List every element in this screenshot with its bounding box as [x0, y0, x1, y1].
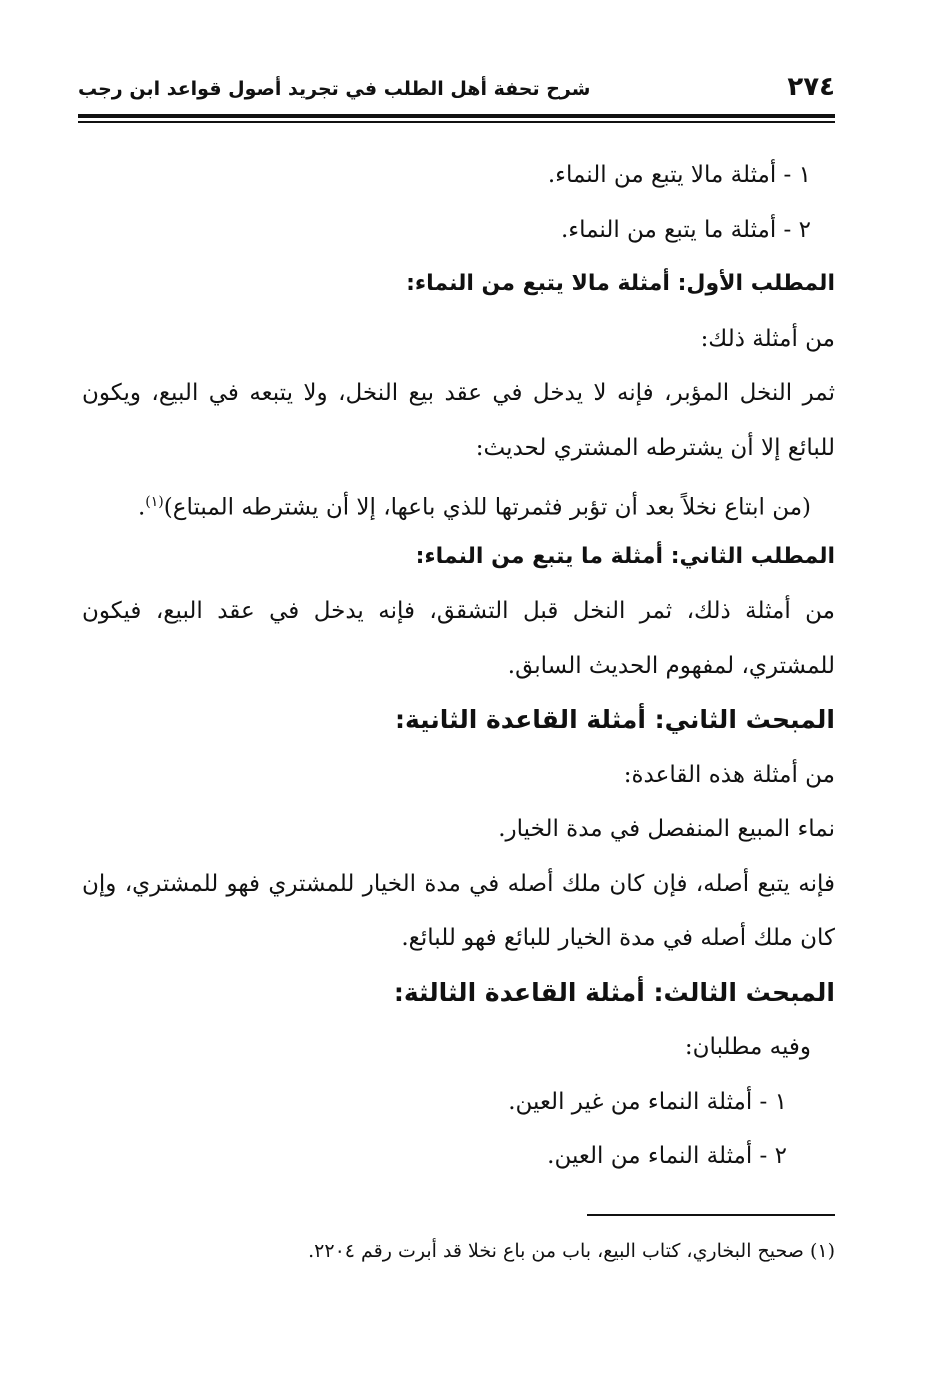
quote-period: .: [137, 494, 146, 521]
paragraph-line: كان ملك أصله في مدة الخيار للبائع فهو للبائع.: [401, 925, 835, 951]
chapter-heading: المبحث الثاني: أمثلة القاعدة الثانية:: [395, 705, 835, 734]
running-title: شرح تحفة أهل الطلب في تجريد أصول قواعد ابن رجب: [78, 78, 591, 100]
paragraph-line: من أمثلة ذلك، ثمر النخل قبل التشقق، فإنه يدخل في عقد البيع، فيكون: [82, 598, 835, 624]
list-item: ٢ - أمثلة ما يتبع من النماء.: [560, 216, 811, 243]
paragraph-line: للمشتري، لمفهوم الحديث السابق.: [507, 652, 835, 679]
paragraph-line: من أمثلة ذلك:: [700, 325, 835, 352]
list-item: ١ - أمثلة النماء من غير العين.: [508, 1088, 787, 1115]
paragraph-line: فإنه يتبع أصله، فإن كان ملك أصله في مدة الخيار للمشتري فهو للمشتري، وإن: [82, 870, 835, 897]
header-rule: [78, 114, 835, 118]
page-header: [78, 72, 835, 106]
paragraph-line: نماء المبيع المنفصل في مدة الخيار.: [498, 816, 835, 842]
list-item: ١ - أمثلة مالا يتبع من النماء.: [547, 162, 811, 188]
paragraph-line: من أمثلة هذه القاعدة:: [623, 761, 835, 788]
footnote-rule: [587, 1214, 835, 1216]
paragraph-line: للبائع إلا أن يشترطه المشتري لحديث:: [475, 434, 835, 461]
footnote-marker: (١): [145, 494, 164, 510]
footnote: (١) صحيح البخاري، كتاب البيع، باب من باع نخلا قد أبرت رقم ٢٢٠٤.: [308, 1240, 835, 1262]
page-number: ٢٧٤: [787, 72, 835, 102]
section-heading: المطلب الأول: أمثلة مالا يتبع من النماء:: [406, 271, 835, 296]
hadith-quote: [82, 475, 835, 530]
paragraph-line: ثمر النخل المؤبر، فإنه لا يدخل في عقد بيع النخل، ولا يتبعه في البيع، ويكون: [82, 380, 835, 406]
section-heading: المطلب الثاني: أمثلة ما يتبع من النماء:: [415, 543, 835, 569]
list-item: ٢ - أمثلة النماء من العين.: [547, 1143, 787, 1169]
page-body: [82, 148, 835, 1184]
hadith-text: (من ابتاع نخلاً بعد أن تؤبر فثمرتها للذي باعها، إلا أن يشترطه المبتاع): [163, 494, 811, 521]
paragraph-line: وفيه مطلبان:: [684, 1034, 811, 1060]
header-rule-thin: [78, 121, 835, 123]
chapter-heading: المبحث الثالث: أمثلة القاعدة الثالثة:: [393, 977, 835, 1007]
